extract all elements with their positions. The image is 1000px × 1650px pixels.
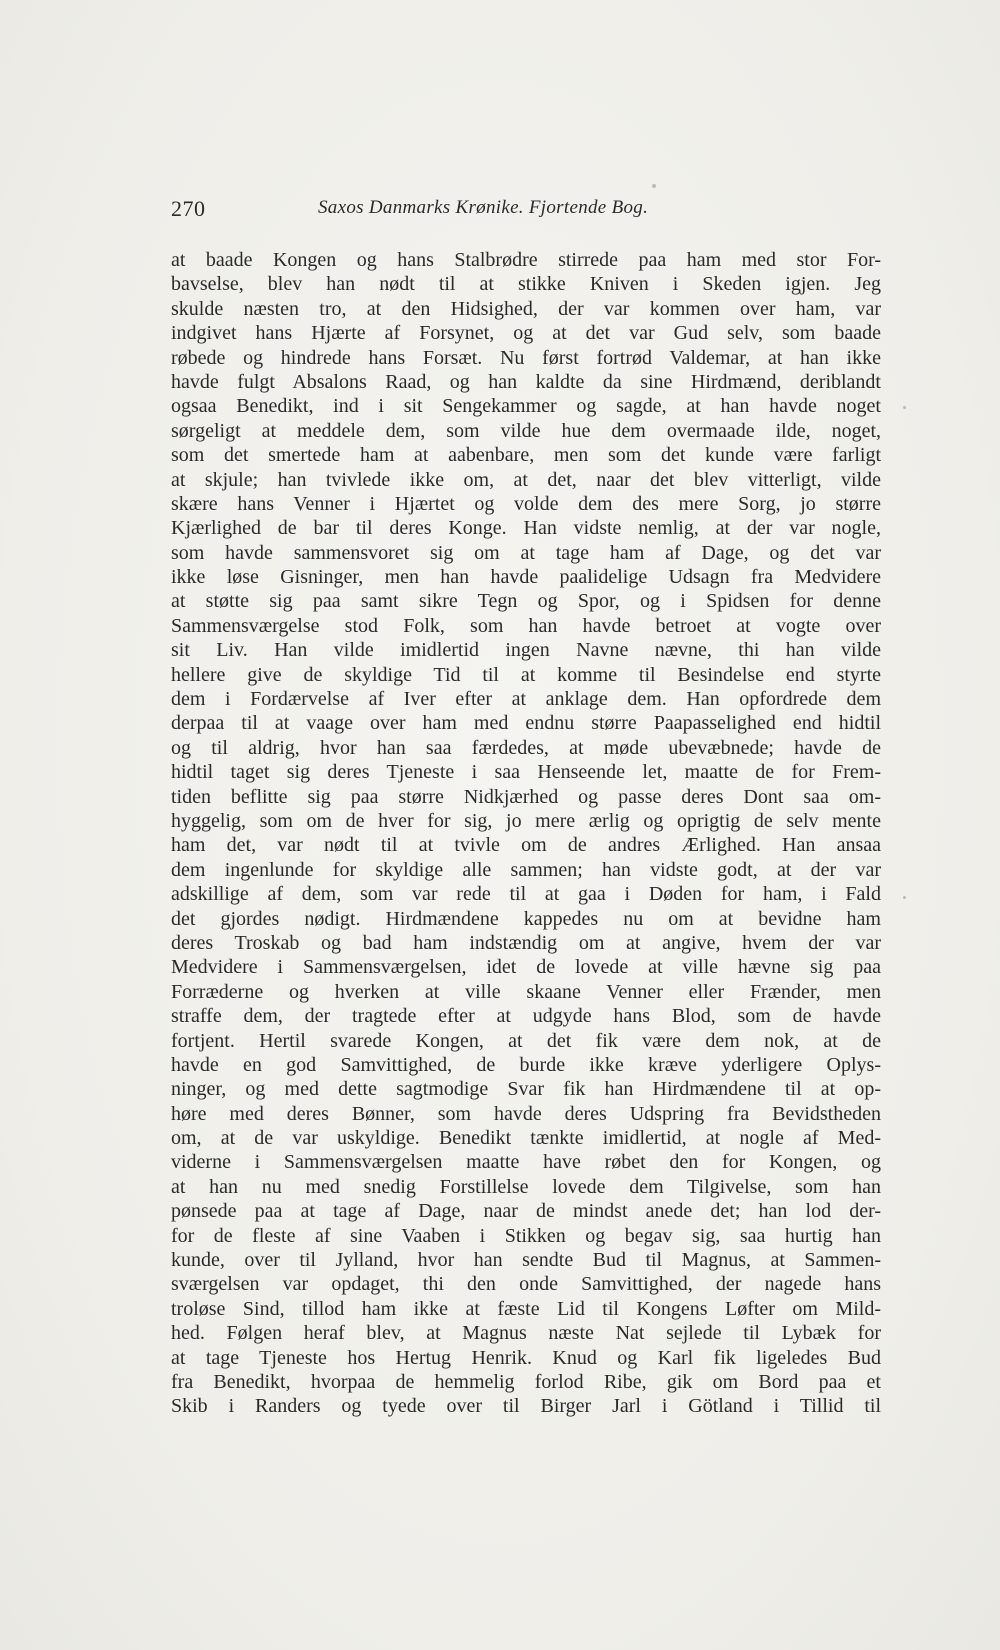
text-line: det gjordes nødigt. Hirdmændene kappedes nu om at bevidne ham (171, 907, 881, 930)
text-line: Medvidere i Sammensværgelsen, idet de lovede at ville hævne sig paa (171, 956, 881, 979)
text-line: sværgelsen var opdaget, thi den onde Samvittighed, der nagede hans (171, 1273, 881, 1296)
text-line: derpaa til at vaage over ham med endnu større Paapasselighed end hidtil (171, 712, 881, 735)
text-line: og til aldrig, hvor han saa færdedes, at møde ubevæbnede; havde de (171, 736, 881, 759)
text-line: Sammensværgelse stod Folk, som han havde betroet at vogte over (171, 614, 881, 637)
text-line: røbede og hindrede hans Forsæt. Nu først fortrød Valdemar, at han ikke (171, 346, 881, 369)
text-line: deres Troskab og bad ham indstændig om at angive, hvem der var (171, 931, 881, 954)
text-line: troløse Sind, tillod ham ikke at fæste Lid til Kongens Løfter om Mild- (171, 1297, 881, 1320)
text-line: pønsede paa at tage af Dage, naar de mindst anede det; han lod der- (171, 1200, 881, 1223)
text-line: høre med deres Bønner, som havde deres Udspring fra Bevidstheden (171, 1102, 881, 1125)
text-line: Kjærlighed de bar til deres Konge. Han vidste nemlig, at der var nogle, (171, 517, 881, 540)
text-line: hellere give de skyldige Tid til at komme til Besindelse end styrte (171, 663, 881, 686)
text-line: at baade Kongen og hans Stalbrødre stirrede paa ham med stor For- (171, 249, 881, 271)
text-line: dem ingenlunde for skyldige alle sammen; han vidste godt, at der var (171, 858, 881, 881)
text-line: at tage Tjeneste hos Hertug Henrik. Knud og Karl fik ligeledes Bud (171, 1346, 881, 1369)
running-head: Saxos Danmarks Krønike. Fjortende Bog. (318, 197, 649, 218)
text-line: sørgeligt at meddele dem, som vilde hue dem overmaade ilde, noget, (171, 419, 881, 442)
text-line: om, at de var uskyldige. Benedikt tænkte imidlertid, at nogle af Med- (171, 1127, 881, 1150)
text-line: at han nu med snedig Forstillelse lovede dem Tilgivelse, som han (171, 1175, 881, 1198)
text-line: tiden beflitte sig paa større Nidkjærhed og passe deres Dont saa om- (171, 785, 881, 808)
text-line: ogsaa Benedikt, ind i sit Sengekammer og sagde, at han havde noget (171, 395, 881, 418)
body-text (171, 248, 881, 1419)
text-line: hidtil taget sig deres Tjeneste i saa Henseende let, maatte de for Frem- (171, 761, 881, 784)
paper-speck (652, 184, 656, 188)
text-line: ikke løse Gisninger, men han havde paalidelige Udsagn fra Medvidere (171, 566, 881, 589)
text-line: ninger, og med dette sagtmodige Svar fik han Hirdmændene til at op- (171, 1078, 881, 1101)
page-number: 270 (171, 196, 206, 221)
text-line: hed. Følgen heraf blev, at Magnus næste Nat sejlede til Lybæk for (171, 1322, 881, 1345)
text-line: at støtte sig paa samt sikre Tegn og Spor, og i Spidsen for denne (171, 590, 881, 613)
text-line: adskillige af dem, som var rede til at gaa i Døden for ham, i Fald (171, 883, 881, 906)
text-line: straffe dem, der tragtede efter at udgyde hans Blod, som de havde (171, 1005, 881, 1028)
text-line: kunde, over til Jylland, hvor han sendte Bud til Magnus, at Sammen- (171, 1249, 881, 1272)
page-header (171, 196, 881, 228)
text-line: sit Liv. Han vilde imidlertid ingen Navne nævne, thi han vilde (171, 639, 881, 662)
paper-speck (903, 406, 906, 409)
text-line: som havde sammensvoret sig om at tage ham af Dage, og det var (171, 541, 881, 564)
text-line: fortjent. Hertil svarede Kongen, at det fik være dem nok, at de (171, 1029, 881, 1052)
text-line: skære hans Venner i Hjærtet og volde dem des mere Sorg, jo større (171, 492, 881, 515)
text-line: bavselse, blev han nødt til at stikke Kniven i Skeden igjen. Jeg (171, 273, 881, 296)
text-line: for de fleste af sine Vaaben i Stikken og begav sig, saa hurtig han (171, 1224, 881, 1247)
text-line: havde fulgt Absalons Raad, og han kaldte da sine Hirdmænd, deriblandt (171, 370, 881, 393)
text-line: fra Benedikt, hvorpaa de hemmelig forlod Ribe, gik om Bord paa et (171, 1370, 881, 1393)
text-line: havde en god Samvittighed, de burde ikke kræve yderligere Oplys- (171, 1053, 881, 1076)
text-line: at skjule; han tvivlede ikke om, at det, naar det blev vitterligt, vilde (171, 468, 881, 491)
paper-speck (903, 896, 906, 899)
text-line: hyggelig, som om de hver for sig, jo mere ærlig og oprigtig de selv mente (171, 809, 881, 832)
text-line: dem i Fordærvelse af Iver efter at anklage dem. Han opfordrede dem (171, 688, 881, 711)
text-line: viderne i Sammensværgelsen maatte have røbet den for Kongen, og (171, 1151, 881, 1174)
text-line: som det smertede ham at aabenbare, men som det kunde være farligt (171, 444, 881, 467)
text-line: indgivet hans Hjærte af Forsynet, og at det var Gud selv, som baade (171, 322, 881, 345)
text-line: skulde næsten tro, at den Hidsighed, der var kommen over ham, var (171, 297, 881, 320)
text-line: Forræderne og hverken at ville skaane Venner eller Frænder, men (171, 980, 881, 1003)
text-line: Skib i Randers og tyede over til Birger Jarl i Götland i Tillid til (171, 1395, 881, 1418)
text-line: ham det, var nødt til at tvivle om de andres Ærlighed. Han ansaa (171, 834, 881, 857)
